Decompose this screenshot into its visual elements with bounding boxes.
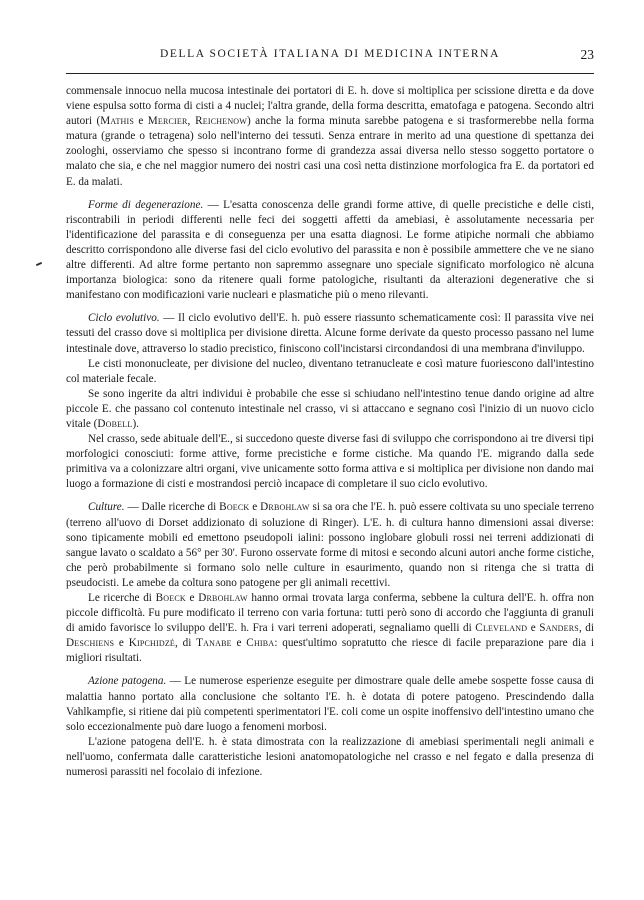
author-name: Kipchidzé: [128, 637, 176, 650]
body-text: [66, 84, 594, 780]
paragraph: [66, 357, 594, 387]
paragraph-continuation: [66, 84, 594, 190]
text-run: Le ricerche di: [88, 592, 156, 604]
text-run: ) anche la forma minuta sarebbe patogena e si trasformerebbe nella forma matura (grande o tetragena) solo nell'interno dei tessuti. Senza entrare in merito ad una questione di spettanza dei zoologhi, osserviamo che spesso si incontrano forme di grandezza assai diversa nello stesso soggetto portatore o malato che sia, e che nel maggior numero dei nostri casi una così netta distinzione morfologica fra E. da portatori ed E. da malati.: [66, 115, 594, 188]
text-run: si sa ora che l'E. h. può essere coltivata su uno speciale terreno (terreno all'uovo di Dorset addizionato di soluzione di Ringer). L'E. h. di cultura hanno dimensioni assai diverse: sono tipicamente mobili ed emettono pseudopoli ialini: possono inglobare globuli rossi nei terreni addizionati di sangue lavato o scaldato a 56° per 30'. Furono osservate forme di mitosi e secondo alcuni autori anche forme cistiche, che però probabilmente si formano solo nelle culture in esaurimento, quando non si ritenga che si tratta di pseudocisti. Le amebe da coltura sono patogene per gli animali recettivi.: [66, 501, 594, 589]
text-run: L'azione patogena dell'E. h. è stata dimostrata con la realizzazione di amebiasi sperimentali negli animali e nell'uomo, confermata dalle caratteristiche lesioni anatomopatologiche nel crasso e nel fegato e dalla presenza di numerosi parassiti nel focolaio di infezione.: [66, 735, 594, 779]
text-run: , di: [175, 637, 197, 650]
text-run: e: [231, 637, 247, 650]
section-title: Ciclo evolutivo.: [88, 312, 160, 325]
author-name: Dobell: [97, 417, 133, 430]
running-title: DELLA SOCIETÀ ITALIANA DI MEDICINA INTERNA: [159, 48, 500, 60]
margin-mark: [36, 262, 42, 266]
text-run: Le cisti mononucleate, per divisione del nucleo, diventano tetranucleate e così mature fuoriescono dall'intestino col materiale fecale.: [66, 357, 594, 385]
text-run: — Le numerose esperienze eseguite per dimostrare quale delle amebe sospette fosse causa di malattia hanno portato alla conclusione che soltanto l'E. h. è dotata di potere patogeno. Prescindendo dalla Vahlkampfie, si ritiene dai più competenti sperimentatori l'E. coli come un ospite inoffensivo dell'intestino umano che solo eccezionalmente può dare luogo a fenomeni morbosi.: [66, 675, 594, 733]
author-name: Drbohlaw: [260, 501, 310, 514]
paragraph: [66, 735, 594, 780]
author-name: Boeck: [219, 501, 250, 514]
paragraph-culture: [66, 500, 594, 591]
section-title: Azione patogena.: [88, 675, 167, 688]
text-run: Nel crasso, sede abituale dell'E., si succedono queste diverse fasi di sviluppo che corrispondono ai tre diversi tipi morfologici conosciuti: forme attive, forme precistiche e forme cistiche. Ma quando l'E. migrando dalla sede primitiva va a colonizzare altri organi, vive unicamente sotto forma attiva e si moltiplica per divisione non dando mai luogo a formazione di cisti e mostrandosi perciò incapace di completare il suo ciclo evolutivo.: [66, 433, 594, 491]
text-run: — Il ciclo evolutivo dell'E. h. può essere riassunto schematicamente così: Il parassita vive nei tessuti del crasso dove si moltiplica per divisione diretta. Alcune forme derivate da questo processo passano nel lume intestinale dove, attraverso lo stadio precistico, finiscono coll'incistarsi circondandosi di una membrana d'inviluppo.: [66, 312, 594, 355]
paragraph: [66, 387, 594, 432]
paragraph: [66, 432, 594, 492]
author-name: Drbohlaw: [198, 592, 248, 604]
text-run: e: [114, 637, 129, 650]
text-run: ).: [132, 417, 139, 430]
section-title: Forme di degenerazione.: [88, 198, 204, 211]
author-name: Mathis: [100, 115, 135, 128]
paragraph-azione-patogena: [66, 674, 594, 734]
author-name: Mercier, Reichenow: [147, 115, 248, 128]
text-run: Se sono ingerite da altri individui è probabile che esse si schiudano nell'intestino tenue dando origine ad altre piccole E. che passano col contenuto intestinale nel crasso, vi si attaccano e segnano così l'inizio di un nuovo ciclo vitale (: [66, 387, 594, 430]
text-run: — L'esatta conoscenza delle grandi forme attive, di quelle precistiche e delle cisti, riscontrabili in periodi differenti nelle feci dei soggetti affetti da amebiasi, è assolutamente necessaria per l'identificazione del parassita e di conseguenza per una esatta diagnosi. Le forme atipiche normali che abbiamo descritto corrispondono alle diverse fasi del ciclo evolutivo del parassita e non è possibile ammettere che ve ne siano altre differenti. Ad altre forme pertanto non sapremmo assegnare uno speciale significato morfologico nè alcuna importanza biologica: sono da ritenere quali forme patologiche, risultanti da alterazioni degenerative che si manifestano con modificazioni varie nucleari e plasmatiche più o meno rilevanti.: [66, 198, 594, 302]
page-number: 23: [580, 47, 594, 62]
text-run: — Dalle ricerche di: [124, 501, 220, 514]
running-head: [66, 48, 594, 68]
paragraph-ciclo-evolutivo: [66, 311, 594, 356]
text-run: hanno ormai trovata larga conferma, sebbene la cultura dell'E. h. offra non piccole difficoltà. Fu pure modificato il terreno con varia fortuna: tutti però sono di accordo che l'aggiunta di granuli di amido favorisce lo sviluppo dell'E. h. Fra i vari terreni adoperati, segnaliamo quelli di: [66, 592, 594, 635]
author-name: Sanders: [539, 622, 579, 635]
text-run: commensale innocuo nella mucosa intestinale dei portatori di E. h. dove si moltiplica per scissione diretta e da dove viene espulsa sotto forma di cisti a 4 nuclei; l'altra grande, della forma descritta, ematofaga e patogena. Secondo altri autori (: [66, 85, 594, 128]
text-run: e: [527, 622, 540, 635]
header-rule: [66, 73, 594, 74]
author-name: Tanabe: [196, 637, 232, 650]
author-name: Chiba: [246, 637, 275, 650]
text-run: , di: [578, 622, 594, 635]
text-run: e: [185, 592, 199, 604]
text-run: : quest'ultimo sopratutto che riesce di facile preparazione pare dia i migliori risultati.: [66, 637, 595, 665]
text-run: e: [134, 115, 148, 128]
author-name: Deschiens: [66, 637, 115, 650]
text-run: e: [249, 501, 261, 514]
paragraph-forme-di-degenerazione: [66, 198, 594, 304]
paragraph: [66, 591, 594, 666]
author-name: Cleveland: [475, 622, 528, 635]
section-title: Culture.: [88, 501, 125, 514]
author-name: Boeck: [155, 592, 186, 604]
